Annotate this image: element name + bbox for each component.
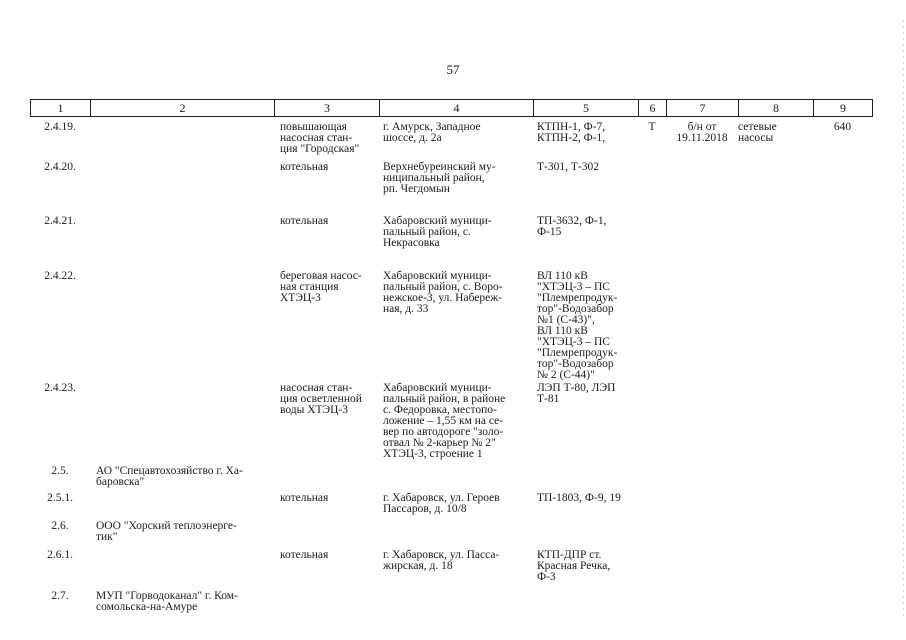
row-number: 2.4.21.: [44, 215, 76, 227]
row-number: 2.6.1.: [47, 549, 73, 561]
power-feed: ВЛ 110 кВ "ХТЭЦ-3 – ПС "Племрепродук- тор"-Водозабор №1 (С-43)", ВЛ 110 кВ "ХТЭЦ-3 – ПС "Племрепродук- тор"-Водозабор № 2 (С-44)": [537, 270, 618, 381]
power-feed: КТПН-1, Ф-7, КТПН-2, Ф-1,: [537, 121, 606, 144]
object-name: повышающая насосная стан- ция "Городская": [280, 121, 360, 155]
page-number: 57: [446, 62, 460, 77]
category: Т: [648, 121, 656, 133]
row-number: 2.5.1.: [47, 492, 73, 504]
organization-name: ООО "Хорский теплоэнерге- тик": [96, 520, 237, 543]
header-col-8: 8: [739, 100, 814, 117]
organization-name: АО "Спецавтохозяйство г. Ха- баровска": [96, 465, 243, 488]
object-address: Хабаровский муници- пальный район, с. Некрасовка: [383, 215, 492, 249]
object-name: котельная: [280, 215, 329, 227]
power-feed: КТП-ДПР ст. Красная Речка, Ф-3: [537, 549, 611, 583]
header-col-7: 7: [667, 100, 739, 117]
document-ref: б/н от 19.11.2018: [676, 121, 728, 144]
power-feed: ТП-3632, Ф-1, Ф-15: [537, 215, 607, 238]
header-col-4: 4: [380, 100, 534, 117]
object-address: г. Хабаровск, ул. Героев Пассаров, д. 10/8: [383, 492, 500, 515]
power-feed: ЛЭП Т-80, ЛЭП Т-81: [537, 382, 616, 405]
header-col-9: 9: [814, 100, 873, 117]
row-number: 2.4.20.: [44, 161, 76, 173]
organization-name: МУП "Горводоканал" г. Ком- сомольска-на-Амуре: [96, 590, 238, 613]
column-number-header: [30, 99, 873, 117]
equipment: сетевые насосы: [738, 121, 777, 144]
header-col-6: 6: [639, 100, 667, 117]
row-number: 2.7.: [51, 590, 69, 602]
power-feed: ТП-1803, Ф-9, 19: [537, 492, 621, 504]
object-address: Хабаровский муници- пальный район, в районе с. Федоровка, местопо- ложение – 1,55 км на се- вер по автодороге "золо- отвал № 2-карьер № 2" ХТЭЦ-3, строение 1: [383, 382, 506, 460]
header-col-5: 5: [534, 100, 639, 117]
object-name: котельная: [280, 161, 329, 173]
row-number: 2.4.22.: [44, 270, 76, 282]
object-address: г. Хабаровск, ул. Пасса- жирская, д. 18: [383, 549, 500, 572]
object-name: береговая насос- ная станция ХТЭЦ-3: [280, 270, 362, 304]
load-value: 640: [833, 121, 852, 133]
header-col-1: 1: [31, 100, 91, 117]
row-number: 2.5.: [51, 465, 69, 477]
object-name: насосная стан- ция осветленной воды ХТЭЦ-3: [280, 382, 362, 416]
object-address: г. Амурск, Западное шоссе, д. 2а: [383, 121, 481, 144]
row-number: 2.6.: [51, 520, 69, 532]
object-address: Хабаровский муници- пальный район, с. Воро- нежское-3, ул. Набереж- ная, д. 33: [383, 270, 503, 315]
scan-edge-artifact: [903, 20, 904, 620]
object-address: Верхнебуреинский му- ниципальный район, рп. Чегдомын: [383, 161, 496, 195]
object-name: котельная: [280, 549, 329, 561]
header-col-3: 3: [275, 100, 380, 117]
object-name: котельная: [280, 492, 329, 504]
header-col-2: 2: [91, 100, 275, 117]
row-number: 2.4.19.: [44, 121, 76, 133]
row-number: 2.4.23.: [44, 382, 76, 394]
power-feed: Т-301, Т-302: [537, 161, 599, 173]
